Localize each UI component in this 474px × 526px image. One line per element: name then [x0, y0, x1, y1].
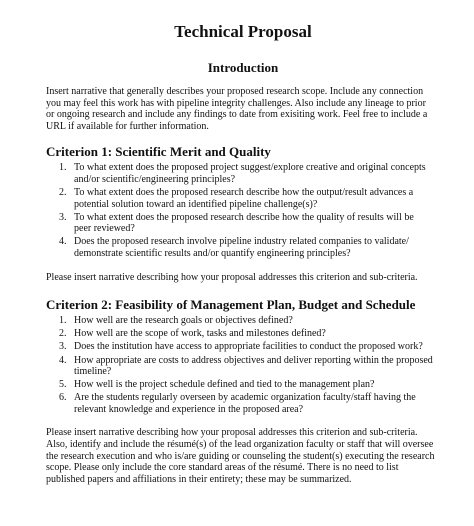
list-item-number: 4.	[59, 354, 67, 366]
list-item	[46, 392, 440, 415]
list-item-number: 1.	[59, 162, 67, 174]
list-item-text: How well are the research goals or objectives defined?	[74, 315, 293, 327]
intro-paragraph: Insert narrative that generally describes your proposed research scope. Include any connection you may feel this work has with pipeline integrity challenges. Also include any lineage to prior or ongoing research and include any findings to date from exisiting work. Feel free to include a URL if available for further information.	[46, 86, 428, 132]
criterion-1-list	[46, 162, 440, 259]
list-item-text: How well is the project schedule defined and tied to the management plan?	[74, 379, 375, 391]
list-item-text: Does the institution have access to appropriate facilities to conduct the proposed work?	[74, 341, 423, 353]
list-item	[46, 355, 440, 378]
list-item-number: 1.	[59, 315, 67, 327]
criterion-2-heading: Criterion 2: Feasibility of Management Plan, Budget and Schedule	[46, 297, 416, 313]
criterion-2-list	[46, 315, 440, 415]
list-item-number: 3.	[59, 341, 67, 353]
list-item-text: Are the students regularly overseen by academic organization faculty/staff having the relevant knowledge and experience in the proposed area?	[74, 392, 416, 415]
list-item-text: How appropriate are costs to address objectives and deliver reporting within the proposed timeline?	[74, 354, 433, 378]
list-item	[46, 187, 440, 210]
list-item-number: 3.	[59, 211, 67, 223]
list-item-number: 2.	[59, 187, 67, 199]
section-title-introduction: Introduction	[207, 60, 279, 75]
list-item-number: 5.	[59, 379, 67, 391]
list-item-number: 6.	[59, 392, 67, 404]
document-title: Technical Proposal	[174, 22, 312, 41]
list-item	[46, 328, 440, 340]
criterion-1-heading: Criterion 1: Scientific Merit and Quality	[46, 144, 271, 160]
criterion-2-note: Please insert narrative describing how your proposal addresses this criterion and sub-criteria. Also, identify and include the résumé(s) of the lead organization faculty or staff that will oversee the research execution and who is/are guiding or counseling the student(s) executing the research scope. Please only include the core standard areas of the résumé. There is no need to list published papers and affiliations in their entirety; these may be summarized.	[46, 427, 435, 485]
list-item-number: 2.	[59, 328, 67, 340]
list-item-text: To what extent does the proposed project suggest/explore creative and original concepts and/or scientific/engineering principles?	[74, 162, 426, 185]
list-item	[46, 236, 440, 259]
list-item	[46, 341, 440, 353]
list-item	[46, 379, 440, 391]
list-item-text: Does the proposed research involve pipeline industry related companies to validate/ demonstrate scientific results and/or quantify engineering principles?	[74, 236, 409, 260]
criterion-1-note: Please insert narrative describing how your proposal addresses this criterion and sub-criteria.	[46, 271, 418, 283]
list-item-text: To what extent does the proposed research describe how the output/result advances a potential solution toward an identified pipeline challenge(s)?	[74, 187, 414, 210]
list-item-number: 4.	[59, 236, 67, 248]
list-item-text: How well are the scope of work, tasks and milestones defined?	[74, 328, 326, 340]
list-item	[46, 315, 440, 327]
list-item	[46, 162, 440, 185]
list-item	[46, 212, 440, 235]
list-item-text: To what extent does the proposed research describe how the quality of results will be peer reviewed?	[74, 211, 414, 235]
